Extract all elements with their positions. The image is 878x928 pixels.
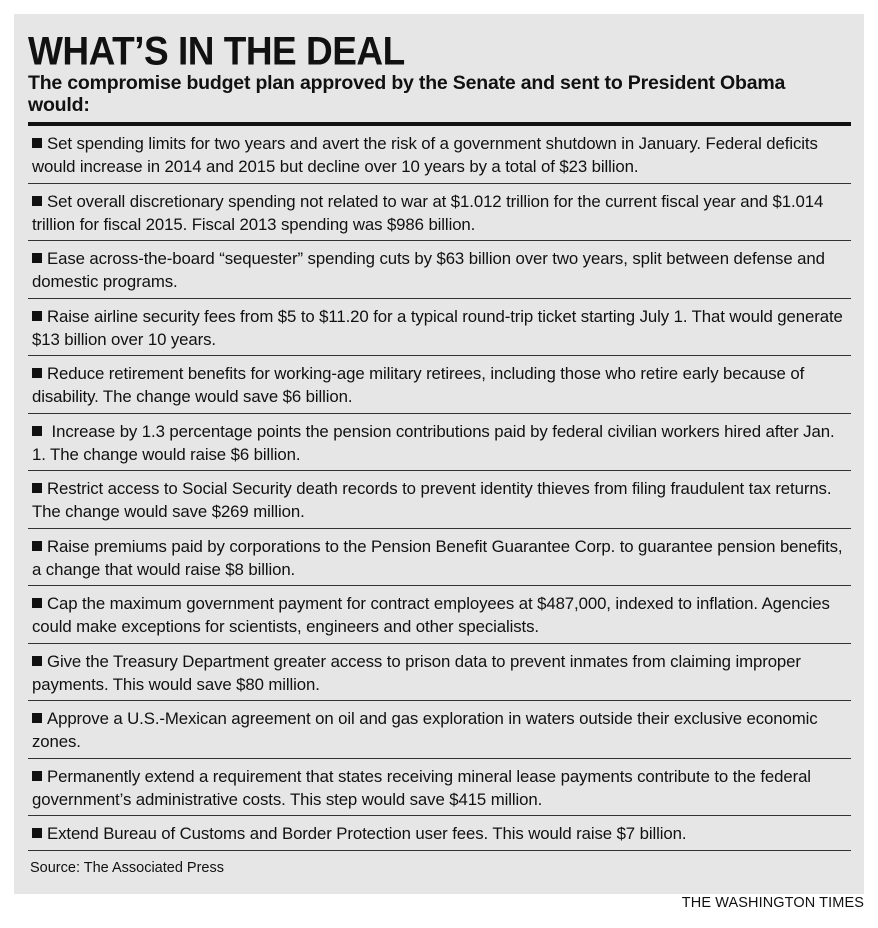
list-item-text: Set spending limits for two years and avert the risk of a government shutdown in January. Federal deficits would increase in 2014 and 2015 but decline over 10 years by a total of $23 billion. — [32, 134, 818, 176]
list-item — [28, 356, 851, 414]
square-bullet-icon — [32, 426, 42, 436]
list-item-text: Extend Bureau of Customs and Border Protection user fees. This would raise $7 billion. — [47, 824, 687, 843]
list-item-text: Restrict access to Social Security death records to prevent identity thieves from filing fraudulent tax returns. The change would save $269 million. — [32, 479, 832, 521]
headline: WHAT’S IN THE DEAL — [28, 28, 405, 74]
list-item-text: Give the Treasury Department greater access to prison data to prevent inmates from claiming improper payments. This would save $80 million. — [32, 651, 801, 694]
list-item — [28, 759, 851, 817]
square-bullet-icon — [32, 656, 42, 666]
list-item — [28, 414, 851, 472]
list-item — [28, 529, 851, 587]
list-item — [28, 184, 851, 242]
list-item — [28, 241, 851, 299]
list-item-text: Ease across-the-board “sequester” spending cuts by $63 billion over two years, split between defense and domestic programs. — [32, 249, 825, 291]
square-bullet-icon — [32, 828, 42, 838]
list-item — [28, 299, 851, 357]
subhead: The compromise budget plan approved by the Senate and sent to President Obama would: — [28, 72, 786, 116]
square-bullet-icon — [32, 311, 42, 321]
list-item-text: Approve a U.S.-Mexican agreement on oil and gas exploration in waters outside their exclusive economic zones. — [32, 709, 818, 751]
square-bullet-icon — [32, 713, 42, 723]
list-item-text: Permanently extend a requirement that states receiving mineral lease payments contribute to the federal government’s administrative costs. This step would save $415 million. — [32, 766, 811, 809]
list-item — [28, 701, 851, 759]
square-bullet-icon — [32, 541, 42, 551]
square-bullet-icon — [32, 771, 42, 781]
square-bullet-icon — [32, 368, 42, 378]
infographic-panel — [14, 14, 864, 894]
square-bullet-icon — [32, 253, 42, 263]
list-item-text: Raise premiums paid by corporations to the Pension Benefit Guarantee Corp. to guarantee pension benefits, a change that would raise $8 billion. — [32, 536, 843, 579]
publisher-credit: THE WASHINGTON TIMES — [681, 895, 864, 911]
square-bullet-icon — [32, 483, 42, 493]
square-bullet-icon — [32, 196, 42, 206]
list-item-text: Cap the maximum government payment for contract employees at $487,000, indexed to inflation. Agencies could make exceptions for scientists, engineers and other specialists. — [32, 594, 830, 636]
source-note: Source: The Associated Press — [30, 860, 224, 876]
square-bullet-icon — [32, 598, 42, 608]
list-item — [28, 644, 851, 702]
list-item — [28, 816, 851, 851]
list-item-text: Set overall discretionary spending not related to war at $1.012 trillion for the current fiscal year and $1.014 trillion for fiscal 2015. Fiscal 2013 spending was $986 billion. — [32, 191, 824, 234]
list-item-text: Raise airline security fees from $5 to $11.20 for a typical round-trip ticket starting July 1. That would generate $13 billion over 10 years. — [32, 306, 843, 349]
square-bullet-icon — [32, 138, 42, 148]
list-item — [28, 586, 851, 644]
list-item — [28, 126, 851, 184]
list-item-text: Reduce retirement benefits for working-age military retirees, including those who retire early because of disability. The change would save $6 billion. — [32, 364, 805, 406]
list-item — [28, 471, 851, 529]
list-item-text: Increase by 1.3 percentage points the pension contributions paid by federal civilian workers hired after Jan. 1. The change would raise $6 billion. — [32, 421, 835, 464]
deal-items-list — [28, 126, 851, 851]
